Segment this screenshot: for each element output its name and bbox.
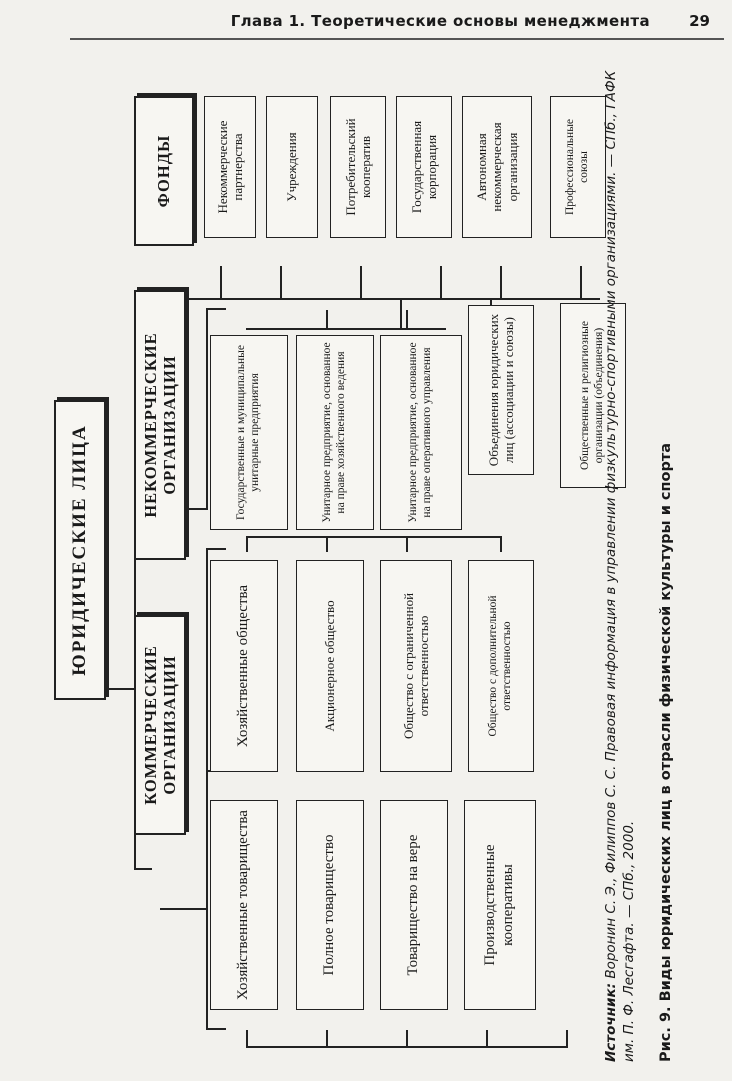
connector xyxy=(246,536,502,538)
connector xyxy=(400,300,402,330)
partnerships-box-1: Полное товарищество xyxy=(296,800,364,1010)
chapter-title: Глава 1. Теоретические основы менеджмента xyxy=(230,12,650,30)
commercial-orgs-box: КОММЕРЧЕСКИЕ ОРГАНИЗАЦИИ xyxy=(134,615,186,835)
noncommercial-orgs-box: НЕКОММЕРЧЕСКИЕ ОРГАНИЗАЦИИ xyxy=(134,290,186,560)
connector xyxy=(500,536,502,552)
funds-box: ФОНДЫ xyxy=(134,96,194,246)
connector xyxy=(246,328,446,330)
public-religious-box: Общественные и религиозные организации (объединения) xyxy=(560,303,626,488)
connector xyxy=(580,266,582,300)
top-row-box-4: Государственная корпорация xyxy=(396,96,452,238)
partnerships-box-3: Производственные кооперативы xyxy=(464,800,536,1010)
page-header xyxy=(0,0,732,46)
connector xyxy=(486,1030,488,1048)
connector xyxy=(206,308,226,310)
connector xyxy=(406,1030,408,1048)
connector xyxy=(406,310,408,330)
connector xyxy=(360,266,362,300)
companies-box-3: Общество с дополнительной ответственностью xyxy=(468,560,534,772)
connector xyxy=(160,908,206,910)
source-text: Воронин С. Э., Филиппов С. С. Правовая информация в управлении физкультурно-спортивными организациями. — СПб., ГАФК им. П. Ф. Лесгафта. — СПб., 2000. xyxy=(603,70,638,1062)
top-row-box-6: Профессиональные союзы xyxy=(550,96,606,238)
connector xyxy=(206,310,208,510)
source-note xyxy=(602,62,638,1070)
connector xyxy=(326,536,328,552)
connector xyxy=(134,868,152,870)
connector xyxy=(440,266,442,300)
source-label: Источник: xyxy=(603,982,619,1062)
partnerships-box-2: Товарищество на вере xyxy=(380,800,448,1010)
top-row-box-5: Автономная некоммерческая организация xyxy=(462,96,532,238)
connector xyxy=(406,536,408,552)
connector xyxy=(566,1030,568,1048)
enterprises-box-2: Унитарное предприятие, основанное на праве оперативного управления xyxy=(380,335,462,530)
enterprises-box-1: Унитарное предприятие, основанное на праве хозяйственного ведения xyxy=(296,335,374,530)
connector xyxy=(246,536,248,552)
companies-box-1: Акционерное общество xyxy=(296,560,364,772)
connector xyxy=(280,266,282,300)
top-row-box-3: Потребительский кооператив xyxy=(330,96,386,238)
connector xyxy=(206,550,208,1030)
connector xyxy=(206,548,226,550)
associations-box: Объединения юридических лиц (ассоциации и союзы) xyxy=(468,305,534,475)
connector xyxy=(108,688,134,690)
connector xyxy=(500,266,502,300)
figure-caption: Рис. 9. Виды юридических лиц в отрасли физической культуры и спорта xyxy=(658,442,674,1062)
companies-box-2: Общество с ограниченной ответственностью xyxy=(380,560,452,772)
connector xyxy=(326,310,328,330)
connector xyxy=(206,1028,226,1030)
connector xyxy=(160,298,600,300)
header-rule xyxy=(70,38,724,40)
top-row-box-2: Учреждения xyxy=(266,96,318,238)
page-number: 29 xyxy=(689,12,710,30)
partnerships-box-0: Хозяйственные товарищества xyxy=(210,800,278,1010)
rotated-figure xyxy=(50,70,700,1070)
connector xyxy=(326,1030,328,1048)
companies-box-0: Хозяйственные общества xyxy=(210,560,278,772)
enterprises-box-0: Государственные и муниципальные унитарные предприятия xyxy=(210,335,288,530)
root-legal-entities: ЮРИДИЧЕСКИЕ ЛИЦА xyxy=(54,400,106,700)
top-row-box-1: Некоммерческие партнерства xyxy=(204,96,256,238)
connector xyxy=(220,266,222,300)
